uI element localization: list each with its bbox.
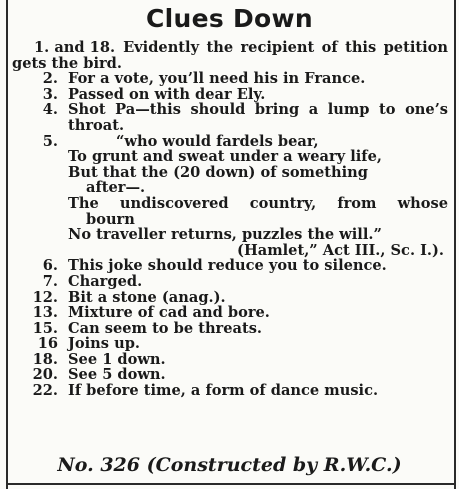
clue-number: 7. <box>42 272 58 290</box>
bottom-rule <box>6 483 456 485</box>
clue-text: Passed on with dear Ely. <box>68 85 266 103</box>
clue-number: 2. <box>42 70 58 88</box>
clue-13 <box>12 305 452 321</box>
clue-text: Mixture of cad and bore. <box>68 304 270 322</box>
clue-text: See 5 down. <box>68 366 166 384</box>
clue-18 <box>12 352 452 368</box>
clue-1-and-18 <box>12 40 452 71</box>
verse-line: The undiscovered country, from whose <box>68 194 448 212</box>
clue-12 <box>12 290 452 306</box>
clue-3 <box>12 87 452 103</box>
verse-line: But that the (20 down) of something <box>68 163 368 181</box>
clue-number: 18. <box>32 350 58 368</box>
clue-text: Charged. <box>68 272 143 290</box>
clue-text: For a vote, you’ll need his in France. <box>68 70 366 88</box>
clue-text: Evidently the recipient of this petition gets the bird. <box>12 39 448 72</box>
verse-citation: (Hamlet,” Act III., Sc. I.). <box>237 241 444 259</box>
clue-5 <box>12 134 452 259</box>
clue-20 <box>12 367 452 383</box>
clue-number: 12. <box>32 288 58 306</box>
clue-list <box>12 40 452 399</box>
clue-number: 22. <box>32 382 58 400</box>
clue-2 <box>12 71 452 87</box>
verse-line: “who would fardels bear, <box>116 132 319 150</box>
right-rule <box>454 0 456 489</box>
clue-number: 6. <box>42 257 58 275</box>
puzzle-credit: No. 326 (Constructed by R.W.C.) <box>57 454 402 476</box>
clue-16 <box>12 336 452 352</box>
clue-number: 1. and 18. <box>34 39 116 56</box>
clue-number: 15. <box>32 319 58 337</box>
clue-4 <box>12 102 452 133</box>
clue-text: If before time, a form of dance music. <box>68 382 379 400</box>
clue-22 <box>12 383 452 399</box>
clue-text: Can seem to be threats. <box>68 319 263 337</box>
clue-6 <box>12 258 452 274</box>
clue-number: 4. <box>42 101 58 119</box>
verse-line: No traveller returns, puzzles the will.” <box>68 226 382 244</box>
verse-line: To grunt and sweat under a weary life, <box>68 148 382 166</box>
clue-number: 16 <box>37 335 58 353</box>
clue-number: 5. <box>42 132 58 150</box>
clue-7 <box>12 274 452 290</box>
clue-number: 13. <box>32 304 58 322</box>
left-rule <box>6 0 8 489</box>
verse-line: bourn <box>86 210 135 228</box>
clue-15 <box>12 321 452 337</box>
clue-text: Joins up. <box>68 335 140 353</box>
page-title: Clues Down <box>145 4 314 33</box>
clue-text: This joke should reduce you to silence. <box>68 257 387 275</box>
verse-line: after—. <box>86 179 146 197</box>
clue-number: 3. <box>42 85 58 103</box>
clue-text: Bit a stone (anag.). <box>68 288 226 306</box>
clue-text: See 1 down. <box>68 350 166 368</box>
hamlet-quotation <box>68 134 448 259</box>
clue-text: Shot Pa—this should bring a lump to one’s throat. <box>68 101 448 134</box>
clue-number: 20. <box>32 366 58 384</box>
